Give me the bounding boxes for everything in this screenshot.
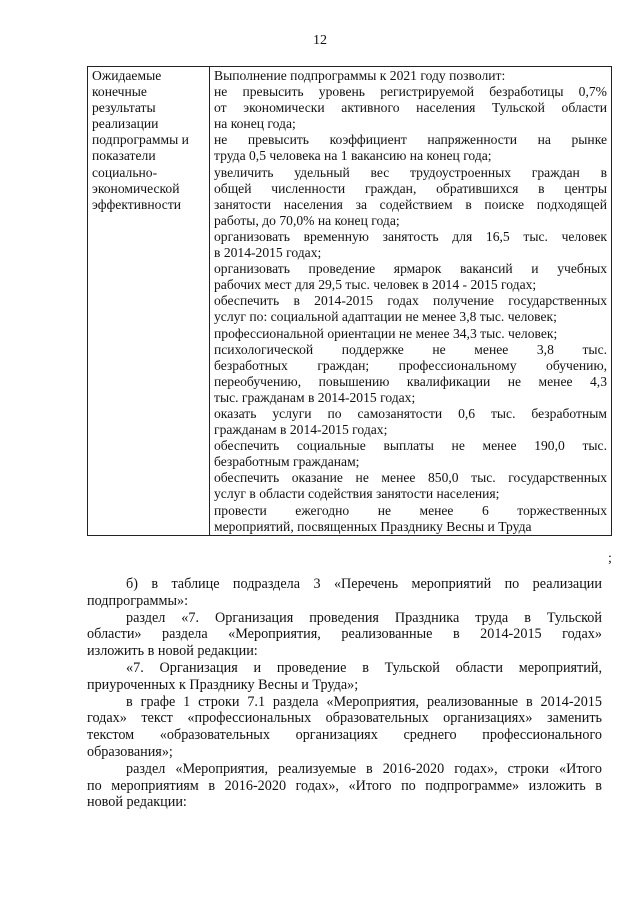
content-line: услуг по: социальной адаптации не менее 3,8 тыс. человек; bbox=[214, 309, 557, 325]
content-line: занятости населения за содействием в поиске подходящей bbox=[214, 196, 607, 212]
page-number: 12 bbox=[313, 33, 327, 48]
content-line: обеспечить социальные выплаты не менее 190,0 тыс. bbox=[214, 438, 607, 454]
content-line: не превысить коэффициент напряженности на рынке bbox=[214, 132, 607, 148]
content-line: рабочих мест для 29,5 тыс. человек в 2014 - 2015 годах; bbox=[214, 277, 537, 293]
body-line: приуроченных к Празднику Весны и Труда»; bbox=[87, 676, 359, 693]
label-line: Ожидаемые bbox=[92, 68, 162, 83]
content-line: гражданам в 2014-2015 годах; bbox=[214, 422, 388, 438]
body-line: образования»; bbox=[87, 743, 173, 760]
content-line: в 2014-2015 годах; bbox=[214, 245, 322, 261]
row-content-cell bbox=[210, 67, 612, 536]
content-line: провести ежегодно не менее 6 торжественных bbox=[214, 502, 607, 518]
row-label-cell bbox=[88, 67, 210, 536]
content-line: профессиональной ориентации не менее 34,3 тыс. человек; bbox=[214, 325, 558, 341]
body-line: текстом «образовательных организациях среднего профессионального bbox=[87, 727, 602, 744]
label-line: реализации bbox=[92, 116, 159, 132]
body-line: б) в таблице подраздела 3 «Перечень мероприятий по реализации bbox=[126, 576, 602, 592]
table-end-semicolon: ; bbox=[608, 551, 612, 566]
content-line: тыс. гражданам в 2014-2015 годах; bbox=[214, 389, 416, 405]
content-line: Выполнение подпрограммы к 2021 году позволит: bbox=[214, 68, 506, 83]
label-line: социально- bbox=[92, 164, 158, 180]
body-line: раздел «7. Организация проведения Праздника труда в Тульской bbox=[126, 609, 602, 626]
content-line: переобучению, повышению квалификации не менее 4,3 bbox=[214, 373, 607, 389]
table-row bbox=[88, 67, 612, 536]
content-line: обеспечить оказание не менее 850,0 тыс. государственных bbox=[214, 470, 607, 486]
body-line: новой редакции: bbox=[87, 794, 187, 811]
content-line: увеличить удельный вес трудоустроенных граждан в bbox=[214, 164, 607, 180]
label-line: конечные bbox=[92, 84, 147, 100]
body-line: подпрограммы»: bbox=[87, 592, 189, 609]
label-line: подпрограммы и bbox=[92, 132, 189, 148]
content-line: услуг в области содействия занятости населения; bbox=[214, 486, 500, 502]
content-line: оказать услуги по самозанятости 0,6 тыс. безработным bbox=[214, 405, 607, 421]
content-line: не превысить уровень регистрируемой безработицы 0,7% bbox=[214, 84, 607, 100]
label-line: эффективности bbox=[92, 196, 182, 212]
content-line: на конец года; bbox=[214, 116, 296, 132]
body-line: годах» текст «профессиональных образовательных организациях» заменить bbox=[87, 710, 602, 727]
body-line: изложить в новой редакции: bbox=[87, 643, 258, 660]
body-line: раздел «Мероприятия, реализуемые в 2016-2020 годах», строки «Итого bbox=[126, 760, 602, 777]
body-line: в графе 1 строки 7.1 раздела «Мероприятия, реализованные в 2014-2015 bbox=[126, 693, 602, 710]
content-line: мероприятий, посвященных Празднику Весны и Труда bbox=[214, 518, 532, 534]
content-line: психологической поддержке не менее 3,8 тыс. bbox=[214, 341, 607, 357]
content-line: от экономически активного населения Тульской области bbox=[214, 100, 607, 116]
content-line: обеспечить в 2014-2015 годах получение государственных bbox=[214, 293, 607, 309]
content-line: организовать временную занятость для 16,5 тыс. человек bbox=[214, 228, 607, 244]
label-line: экономической bbox=[92, 180, 180, 196]
body-line: области» раздела «Мероприятия, реализованные в 2014-2015 годах» bbox=[87, 626, 602, 643]
label-line: показатели bbox=[92, 148, 156, 164]
amendment-text bbox=[87, 576, 602, 811]
body-line: «7. Организация и проведение в Тульской области мероприятий, bbox=[126, 659, 602, 676]
expected-results-table bbox=[87, 66, 612, 536]
content-line: труда 0,5 человека на 1 вакансию на конец года; bbox=[214, 148, 492, 164]
body-line: по мероприятиям в 2016-2020 годах», «Итого по подпрограмме» изложить в bbox=[87, 777, 602, 794]
content-line: безработных граждан; профессиональному обучению, bbox=[214, 357, 607, 373]
content-line: общей численности граждан, обратившихся в центры bbox=[214, 180, 607, 196]
content-line: работы, до 70,0% на конец года; bbox=[214, 212, 400, 228]
content-line: безработным гражданам; bbox=[214, 454, 360, 470]
content-line: организовать проведение ярмарок вакансий и учебных bbox=[214, 261, 607, 277]
label-line: результаты bbox=[92, 100, 156, 116]
